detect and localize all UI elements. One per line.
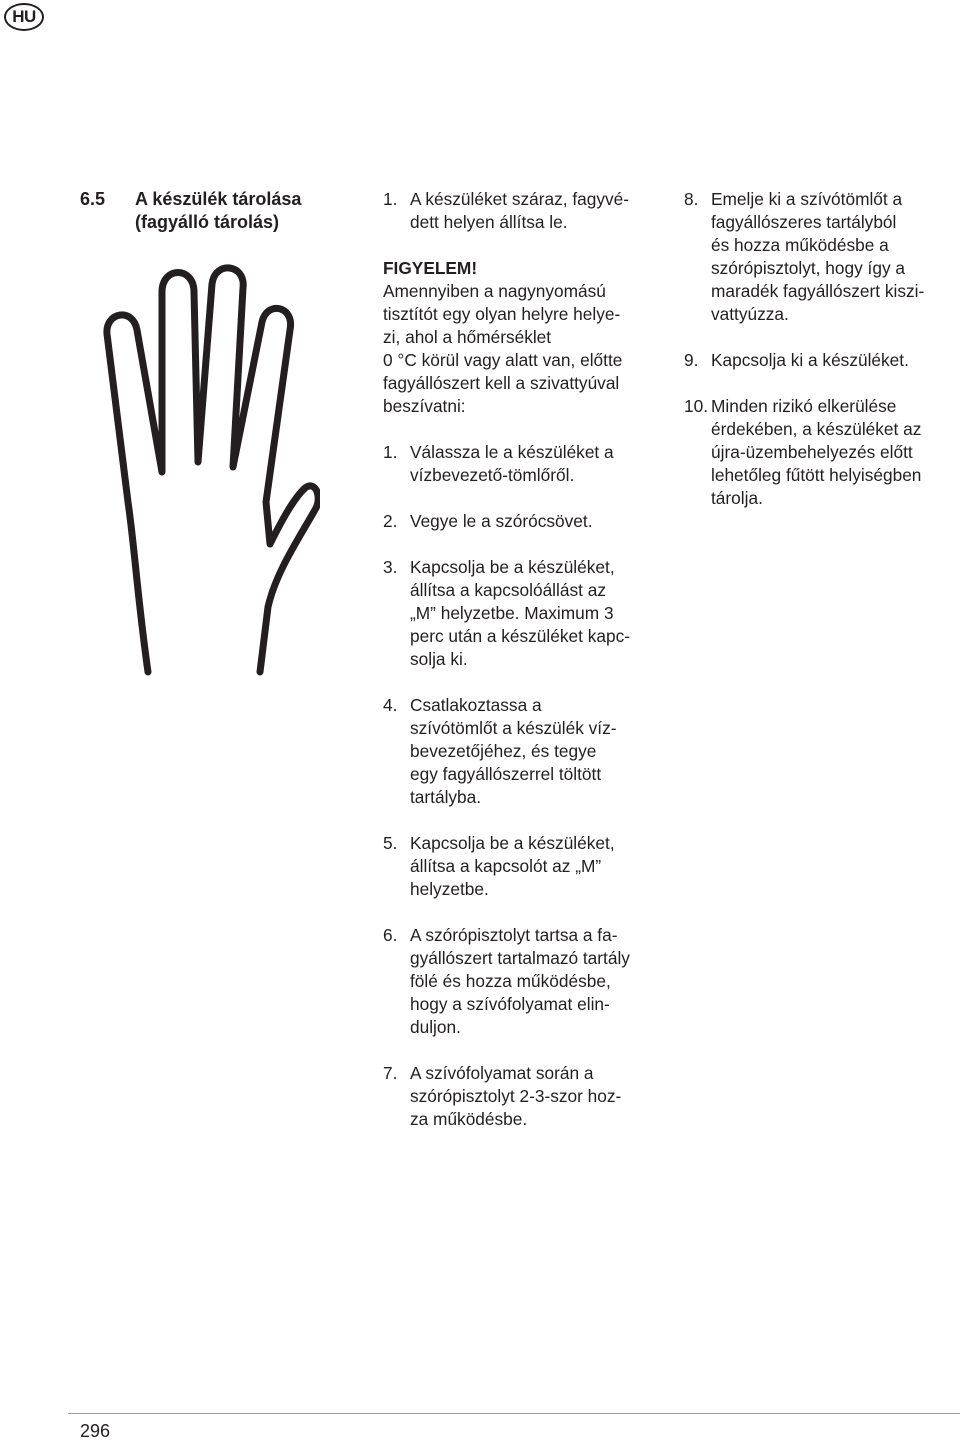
list-item bbox=[383, 510, 668, 533]
hand-stop-icon bbox=[100, 262, 320, 682]
list-item bbox=[684, 349, 960, 372]
list-item bbox=[383, 694, 668, 809]
list-item bbox=[383, 441, 668, 487]
step-number: 8. bbox=[684, 189, 699, 209]
list-item bbox=[383, 1062, 668, 1131]
section-number: 6.5 bbox=[80, 189, 106, 209]
step-number: 10. bbox=[684, 396, 709, 416]
list-item bbox=[684, 395, 960, 510]
instructions-column-1 bbox=[383, 188, 668, 1154]
step-number: 7. bbox=[383, 1063, 398, 1083]
list-item bbox=[383, 924, 668, 1039]
step-text: Minden rizikó elkerülése érdekében, a készüléket az újra-üzembehelyezés előtt lehetőleg fűtött helyiségben tárolja. bbox=[711, 396, 922, 508]
step-text: Vegye le a szórócsövet. bbox=[410, 511, 593, 531]
step-number: 9. bbox=[684, 350, 699, 370]
page-number: 296 bbox=[80, 1421, 111, 1441]
step-text: A szívófolyamat során a szórópisztolyt 2-3-szor hoz- za működésbe. bbox=[410, 1063, 622, 1129]
step-number: 4. bbox=[383, 695, 398, 715]
list-item bbox=[383, 832, 668, 901]
footer-divider bbox=[68, 1413, 960, 1414]
warning-text: Amennyiben a nagynyomású tisztítót egy olyan helyre helye- zi, ahol a hőmérséklet 0 °C körül vagy alatt van, előtte fagyállószert kell a szivattyúval beszívatni: bbox=[383, 281, 623, 416]
instructions-column-2 bbox=[684, 188, 960, 533]
warning-block bbox=[383, 257, 668, 418]
step-number: 5. bbox=[383, 833, 398, 853]
warning-label: FIGYELEM! bbox=[383, 258, 478, 278]
step-text: Kapcsolja ki a készüléket. bbox=[711, 350, 909, 370]
step-text: Emelje ki a szívótömlőt a fagyállószeres tartályból és hozza működésbe a szórópisztolyt, hogy így a maradék fagyállószert kiszi- vattyúzza. bbox=[711, 189, 925, 324]
step-number: 2. bbox=[383, 511, 398, 531]
step-number: 6. bbox=[383, 925, 398, 945]
step-text: Kapcsolja be a készüléket, állítsa a kapcsolóállást az „M” helyzetbe. Maximum 3 perc után a készüléket kapc- solja ki. bbox=[410, 557, 630, 669]
list-item bbox=[684, 188, 960, 326]
step-text: Csatlakoztassa a szívótömlőt a készülék víz- bevezetőjéhez, és tegye egy fagyállószerrel töltött tartályba. bbox=[410, 695, 617, 807]
list-item bbox=[383, 556, 668, 671]
language-badge: HU bbox=[4, 3, 44, 31]
step-number: 1. bbox=[383, 189, 398, 209]
step-text: A készüléket száraz, fagyvé- dett helyen állítsa le. bbox=[410, 189, 629, 232]
list-item bbox=[383, 188, 668, 234]
step-text: A szórópisztolyt tartsa a fa- gyállószert tartalmazó tartály fölé és hozza működésbe, hogy a szívófolyamat elin- duljon. bbox=[410, 925, 630, 1037]
step-text: Kapcsolja be a készüléket, állítsa a kapcsolót az „M” helyzetbe. bbox=[410, 833, 615, 899]
step-text: Válassza le a készüléket a vízbevezető-tömlőről. bbox=[410, 442, 614, 485]
step-number: 3. bbox=[383, 557, 398, 577]
section-title: A készülék tárolása (fagyálló tárolás) bbox=[135, 189, 302, 232]
step-number: 1. bbox=[383, 442, 398, 462]
